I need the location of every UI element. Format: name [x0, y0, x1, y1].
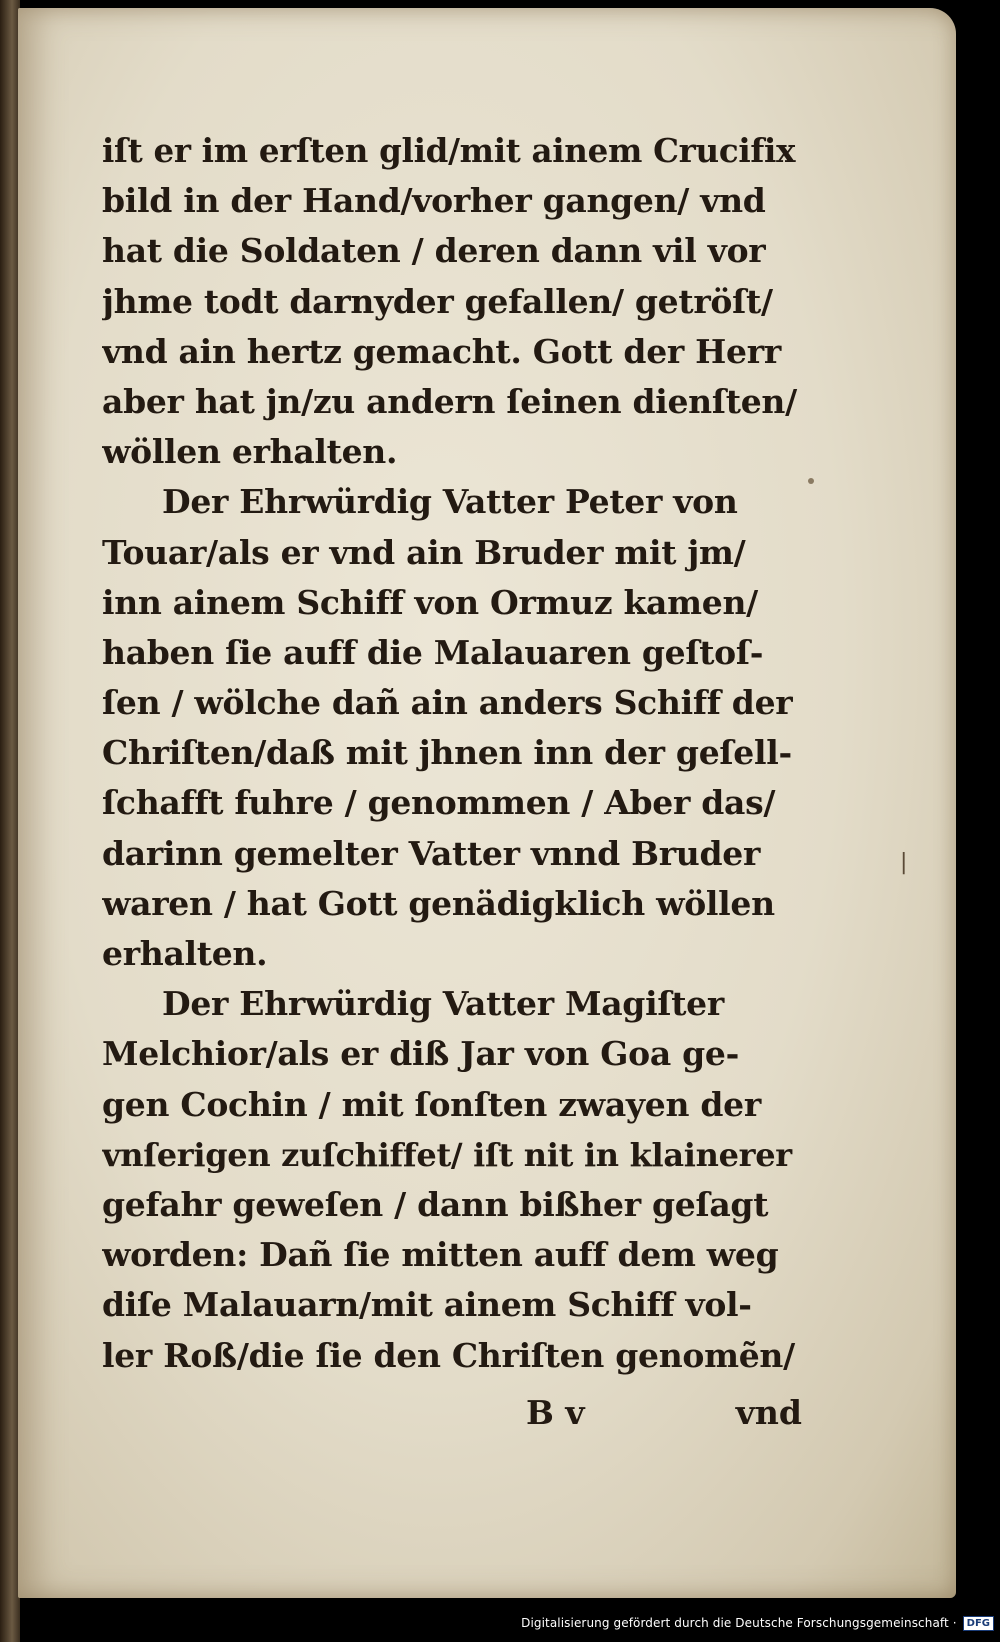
paragraph-start-line: Der Ehrwürdig Vatter Magiſter — [162, 984, 724, 1024]
body-text — [102, 126, 802, 1381]
digitization-footer — [521, 1612, 994, 1634]
text-line: gen Cochin / mit ſonſten zwayen der — [102, 1084, 761, 1124]
text-line: bild in der Hand/vorher gangen/ vnd — [102, 181, 766, 221]
text-line: ſchafft fuhre / genommen / Aber das/ — [102, 783, 776, 823]
text-line: hat die Soldaten / deren dann vil vor — [102, 231, 766, 271]
text-line: haben ſie auff die Malauaren geſtoſ- — [102, 632, 764, 672]
text-line: waren / hat Gott genädigklich wöllen — [102, 883, 775, 923]
text-line: erhalten. — [102, 934, 268, 973]
text-line: iſt er im erſten glid/mit ainem Crucifix — [102, 131, 796, 170]
book-binding-edge — [0, 0, 20, 1642]
text-line: darinn gemelter Vatter vnnd Bruder — [102, 833, 761, 873]
text-line: aber hat jn/zu andern ſeinen dienſten/ — [102, 381, 797, 421]
page-foot — [102, 1393, 802, 1443]
text-line: Chriſten/daß mit jhnen inn der geſell- — [102, 733, 792, 773]
text-line: gefahr geweſen / dann bißher geſagt — [102, 1184, 769, 1224]
text-line: vnſerigen zuſchiffet/ iſt nit in klainerer — [102, 1135, 792, 1174]
text-line: ler Roß/die ſie den Chriſten genomẽn/ — [102, 1335, 795, 1375]
book-page — [18, 8, 956, 1598]
text-line: vnd ain hertz gemacht. Gott der Herr — [102, 331, 781, 371]
paragraph-start-line: Der Ehrwürdig Vatter Peter von — [162, 482, 738, 522]
catchword: vnd — [735, 1393, 802, 1432]
text-line: inn ainem Schiff von Ormuz kamen/ — [102, 582, 758, 622]
text-line: wöllen erhalten. — [102, 432, 398, 472]
funding-credit: Digitalisierung gefördert durch die Deutsche Forschungsgemeinschaft · — [521, 1616, 957, 1630]
text-line: worden: Dañ ſie mitten auff dem weg — [102, 1235, 779, 1275]
paper-speck — [808, 478, 814, 484]
text-line: diſe Malauarn/mit ainem Schiff vol- — [102, 1285, 752, 1325]
dfg-logo: DFG — [963, 1616, 994, 1631]
text-line: Melchior/als er diß Jar von Goa ge- — [102, 1034, 740, 1074]
signature-mark: B v — [526, 1393, 585, 1432]
text-line: Touar/als er vnd ain Bruder mit jm/ — [102, 532, 746, 572]
text-line: ſen / wölche dañ ain anders Schiff der — [102, 683, 793, 723]
text-line: jhme todt darnyder gefallen/ getröſt/ — [102, 281, 773, 321]
margin-mark: | — [900, 850, 908, 875]
